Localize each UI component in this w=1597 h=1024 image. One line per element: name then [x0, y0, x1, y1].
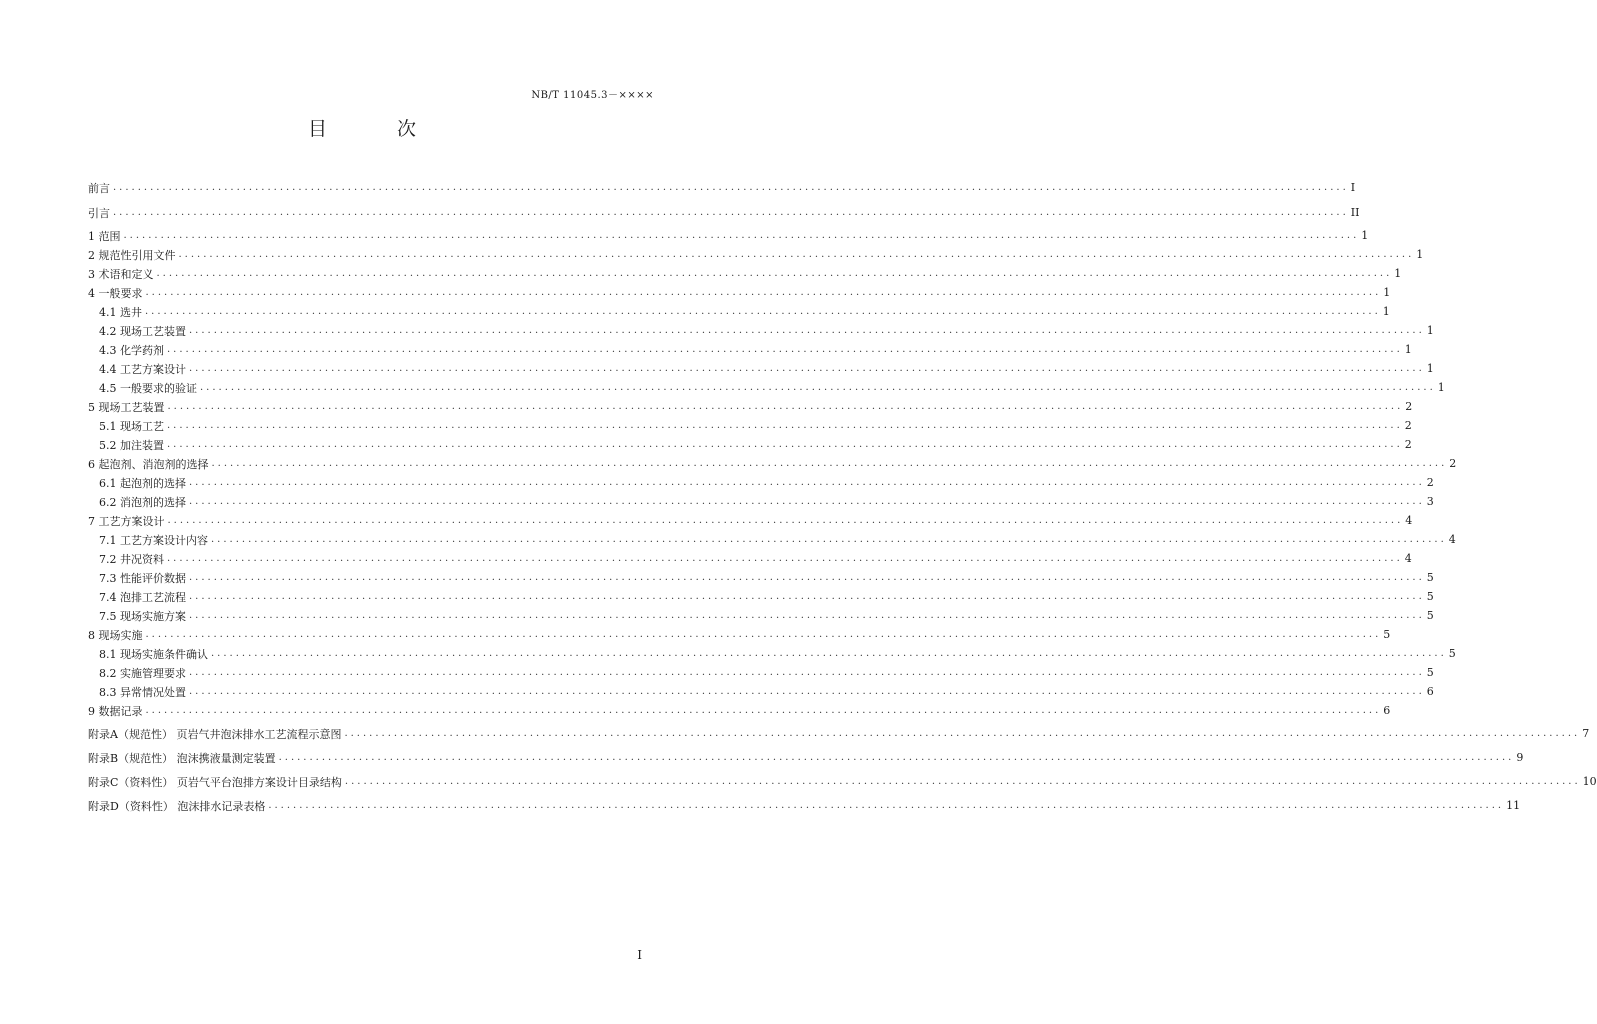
- toc-entry-label: 7.3 性能评价数据: [99, 571, 186, 585]
- toc-leader-dots: ........................................................................................................................................................................................................: [189, 363, 1425, 374]
- toc-entry-page: 4: [1405, 514, 1413, 527]
- toc-entry-label: 5.2 加注装置: [99, 438, 164, 452]
- toc-entry-label: 8.1 现场实施条件确认: [99, 647, 208, 661]
- toc-entry[interactable]: [99, 530, 1456, 549]
- toc-entry-label: 附录C（资料性） 页岩气平台泡排方案设计目录结构: [88, 775, 342, 789]
- toc-entry-label: 7.5 现场实施方案: [99, 609, 186, 623]
- toc-entry-page: 1: [1416, 248, 1424, 261]
- toc-entry-label: 9 数据记录: [88, 704, 143, 718]
- toc-entry[interactable]: [99, 587, 1434, 606]
- toc-leader-dots: ........................................................................................................................................................................................................: [268, 800, 1505, 811]
- toc-entry-page: 2: [1449, 457, 1457, 470]
- toc-entry[interactable]: [88, 203, 1360, 222]
- toc-entry[interactable]: [99, 549, 1412, 568]
- toc-leader-dots: ........................................................................................................................................................................................................: [167, 439, 1403, 450]
- toc-entry-label: 4.3 化学药剂: [99, 343, 164, 357]
- toc-entry-label: 附录B（规范性） 泡沫携液量测定装置: [88, 751, 276, 765]
- toc-entry-label: 7.4 泡排工艺流程: [99, 590, 186, 604]
- toc-entry-page: 5: [1426, 590, 1434, 603]
- toc-entry-page: 10: [1582, 775, 1597, 788]
- toc-entry-page: 5: [1448, 647, 1456, 660]
- toc-entry[interactable]: [99, 416, 1412, 435]
- toc-entry[interactable]: [99, 682, 1434, 701]
- toc-entry[interactable]: [88, 454, 1457, 473]
- toc-entry-page: 1: [1426, 324, 1434, 337]
- toc-entry-label: 1 范围: [88, 229, 121, 243]
- toc-entry-label: 6.2 消泡剂的选择: [99, 495, 186, 509]
- toc-leader-dots: ........................................................................................................................................................................................................: [211, 648, 1447, 659]
- toc-leader-dots: ........................................................................................................................................................................................................: [113, 207, 1349, 218]
- toc-leader-dots: ........................................................................................................................................................................................................: [200, 382, 1436, 393]
- toc-entry[interactable]: [88, 397, 1413, 416]
- toc-entry-label: 5.1 现场工艺: [99, 419, 164, 433]
- toc-entry-label: 4.5 一般要求的验证: [99, 381, 197, 395]
- toc-entry[interactable]: [88, 748, 1524, 767]
- toc-leader-dots: ........................................................................................................................................................................................................: [211, 458, 1448, 469]
- toc-leader-dots: ........................................................................................................................................................................................................: [189, 477, 1425, 488]
- toc-entry[interactable]: [88, 264, 1402, 283]
- toc-leader-dots: ........................................................................................................................................................................................................: [167, 344, 1403, 355]
- toc-entry[interactable]: [88, 796, 1521, 815]
- toc-entry-label: 5 现场工艺装置: [88, 400, 165, 414]
- toc-leader-dots: ........................................................................................................................................................................................................: [145, 287, 1382, 298]
- footer-page-number: I: [637, 948, 642, 962]
- toc-entry-label: 6 起泡剂、消泡剂的选择: [88, 457, 209, 471]
- toc-leader-dots: ........................................................................................................................................................................................................: [167, 553, 1403, 564]
- toc-entry[interactable]: [88, 511, 1413, 530]
- toc-leader-dots: ........................................................................................................................................................................................................: [123, 230, 1360, 241]
- toc-entry[interactable]: [88, 178, 1356, 197]
- toc-entry[interactable]: [99, 473, 1434, 492]
- toc-entry-page: 7: [1582, 727, 1590, 740]
- toc-leader-dots: ........................................................................................................................................................................................................: [113, 182, 1349, 193]
- toc-entry-page: 11: [1506, 799, 1521, 812]
- toc-leader-dots: ........................................................................................................................................................................................................: [344, 728, 1581, 739]
- toc-entry[interactable]: [99, 359, 1434, 378]
- toc-leader-dots: ........................................................................................................................................................................................................: [278, 752, 1515, 763]
- toc-entry-page: 4: [1404, 552, 1412, 565]
- toc-entry-page: 6: [1426, 685, 1434, 698]
- toc-entry-page: 1: [1382, 305, 1390, 318]
- toc-entry-page: 2: [1405, 400, 1413, 413]
- toc-entry-label: 引言: [88, 206, 110, 220]
- toc-entry[interactable]: [88, 283, 1391, 302]
- toc-entry-page: 1: [1383, 286, 1391, 299]
- toc-entry-label: 8.3 异常情况处置: [99, 685, 186, 699]
- toc-entry-label: 7.1 工艺方案设计内容: [99, 533, 208, 547]
- toc-entry[interactable]: [88, 625, 1391, 644]
- toc-leader-dots: ........................................................................................................................................................................................................: [178, 249, 1415, 260]
- toc-leader-dots: ........................................................................................................................................................................................................: [145, 629, 1382, 640]
- toc-entry-label: 附录A（规范性） 页岩气井泡沫排水工艺流程示意图: [88, 727, 342, 741]
- toc-leader-dots: ........................................................................................................................................................................................................: [189, 686, 1425, 697]
- toc-entry-label: 8.2 实施管理要求: [99, 666, 186, 680]
- toc-entry-page: 2: [1404, 438, 1412, 451]
- toc-entry-page: 1: [1394, 267, 1402, 280]
- toc-entry-page: II: [1350, 206, 1360, 219]
- toc-leader-dots: ........................................................................................................................................................................................................: [189, 496, 1425, 507]
- toc-entry-label: 4 一般要求: [88, 286, 143, 300]
- page-title: 目 次: [307, 118, 449, 140]
- toc-leader-dots: ........................................................................................................................................................................................................: [156, 268, 1393, 279]
- toc-entry-page: 5: [1426, 571, 1434, 584]
- toc-entry[interactable]: [99, 644, 1456, 663]
- toc-leader-dots: ........................................................................................................................................................................................................: [189, 325, 1425, 336]
- toc-entry[interactable]: [99, 663, 1434, 682]
- toc-leader-dots: ........................................................................................................................................................................................................: [189, 667, 1425, 678]
- toc-leader-dots: ........................................................................................................................................................................................................: [167, 401, 1404, 412]
- toc-entry-label: 4.1 选井: [99, 305, 142, 319]
- toc-entry-label: 附录D（资料性） 泡沫排水记录表格: [88, 799, 266, 813]
- toc-entry[interactable]: [88, 724, 1590, 743]
- toc-leader-dots: ........................................................................................................................................................................................................: [189, 572, 1425, 583]
- toc-entry-page: 2: [1404, 419, 1412, 432]
- toc-entry-label: 前言: [88, 181, 110, 195]
- toc-entry-page: 2: [1426, 476, 1434, 489]
- toc-leader-dots: ........................................................................................................................................................................................................: [344, 776, 1581, 787]
- toc-entry[interactable]: [99, 321, 1434, 340]
- toc-leader-dots: ........................................................................................................................................................................................................: [189, 591, 1425, 602]
- toc-entry-page: 1: [1361, 229, 1369, 242]
- toc-leader-dots: ........................................................................................................................................................................................................: [211, 534, 1447, 545]
- toc-entry-label: 4.2 现场工艺装置: [99, 324, 186, 338]
- toc-entry-label: 3 术语和定义: [88, 267, 154, 281]
- toc-entry-label: 6.1 起泡剂的选择: [99, 476, 186, 490]
- toc-entry-page: I: [1350, 181, 1356, 194]
- toc-entry-page: 5: [1426, 609, 1434, 622]
- toc-entry[interactable]: [99, 568, 1434, 587]
- toc-leader-dots: ........................................................................................................................................................................................................: [145, 705, 1382, 716]
- toc-entry[interactable]: [88, 226, 1369, 245]
- toc-entry-page: 5: [1426, 666, 1434, 679]
- toc-entry-page: 5: [1383, 628, 1391, 641]
- toc-entry-page: 6: [1383, 704, 1391, 717]
- toc-entry[interactable]: [88, 245, 1424, 264]
- header-standard-code: NB/T 11045.3－××××: [531, 90, 654, 101]
- toc-leader-dots: ........................................................................................................................................................................................................: [167, 420, 1403, 431]
- toc-entry[interactable]: [99, 378, 1445, 397]
- toc-entry[interactable]: [88, 701, 1391, 720]
- toc-entry[interactable]: [99, 302, 1390, 321]
- toc-entry-page: 1: [1437, 381, 1445, 394]
- toc-leader-dots: ........................................................................................................................................................................................................: [145, 306, 1381, 317]
- toc-entry-page: 3: [1426, 495, 1434, 508]
- toc-entry[interactable]: [99, 340, 1412, 359]
- toc-entry-label: 4.4 工艺方案设计: [99, 362, 186, 376]
- toc-entry-page: 4: [1448, 533, 1456, 546]
- toc-entry[interactable]: [99, 492, 1434, 511]
- toc-entry-label: 2 规范性引用文件: [88, 248, 176, 262]
- toc-entry-label: 7 工艺方案设计: [88, 514, 165, 528]
- toc-entry-page: 1: [1404, 343, 1412, 356]
- toc-entry-label: 8 现场实施: [88, 628, 143, 642]
- toc-entry[interactable]: [88, 772, 1597, 791]
- toc-entry-page: 1: [1426, 362, 1434, 375]
- toc-leader-dots: ........................................................................................................................................................................................................: [167, 515, 1404, 526]
- toc-entry[interactable]: [99, 606, 1434, 625]
- toc-leader-dots: ........................................................................................................................................................................................................: [189, 610, 1425, 621]
- toc-entry-page: 9: [1516, 751, 1524, 764]
- toc-entry[interactable]: [99, 435, 1412, 454]
- toc-entry-label: 7.2 井况资料: [99, 552, 164, 566]
